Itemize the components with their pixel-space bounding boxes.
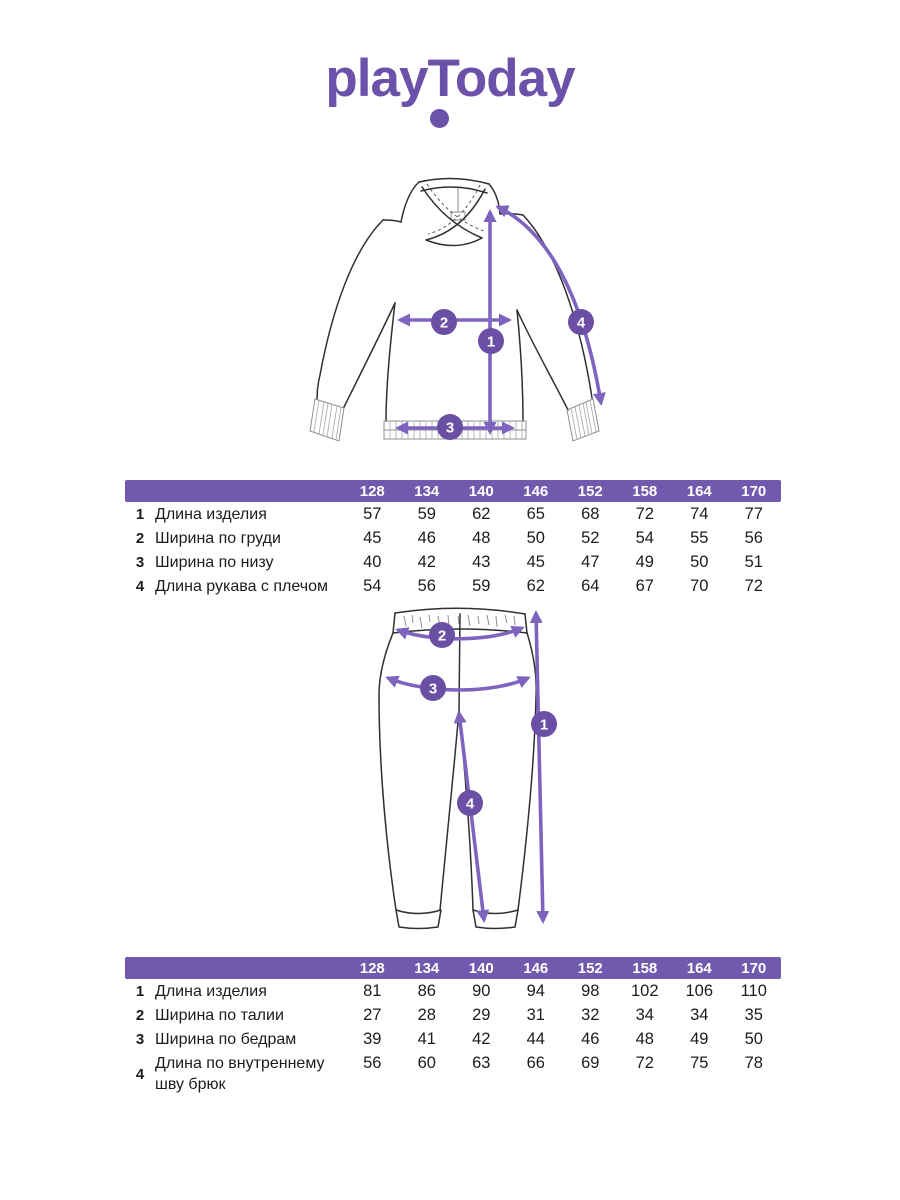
cell-value: 51 xyxy=(744,553,763,571)
cell-value: 41 xyxy=(417,1030,436,1048)
row-number: 3 xyxy=(135,554,145,571)
row-label: Ширина по бедрам xyxy=(155,1031,297,1048)
brand-logo-text: playToday xyxy=(325,49,575,108)
cell-value: 56 xyxy=(417,577,436,595)
cell-value: 62 xyxy=(472,505,491,523)
row-number: 4 xyxy=(135,578,145,595)
cell-value: 45 xyxy=(526,553,545,571)
cell-value: 72 xyxy=(744,577,763,595)
cell-value: 29 xyxy=(472,1006,491,1024)
cell-value: 60 xyxy=(417,1054,436,1072)
size-column-header: 146 xyxy=(523,482,549,500)
cell-value: 39 xyxy=(363,1030,382,1048)
size-column-header: 146 xyxy=(523,959,549,977)
table-row xyxy=(125,1051,781,1096)
cell-value: 31 xyxy=(526,1006,545,1024)
cell-value: 32 xyxy=(581,1006,600,1024)
row-number: 1 xyxy=(135,506,145,523)
size-column-header: 134 xyxy=(414,959,440,977)
row-label: Ширина по талии xyxy=(155,1007,284,1024)
row-number: 2 xyxy=(135,1007,145,1024)
cell-value: 46 xyxy=(581,1030,600,1048)
row-number: 1 xyxy=(135,983,145,1000)
cell-value: 54 xyxy=(635,529,654,547)
size-column-header: 170 xyxy=(741,482,767,500)
row-label: Ширина по груди xyxy=(155,530,281,547)
cell-value: 102 xyxy=(630,982,659,1000)
size-column-header: 164 xyxy=(686,482,712,500)
pants-measurement-diagram xyxy=(332,600,622,945)
cell-value: 78 xyxy=(744,1054,763,1072)
row-number: 2 xyxy=(135,530,145,547)
cell-value: 77 xyxy=(744,505,763,523)
row-label: Длина рукава с плечом xyxy=(155,578,328,595)
size-column-header: 164 xyxy=(686,959,712,977)
cell-value: 75 xyxy=(690,1054,709,1072)
cell-value: 55 xyxy=(690,529,709,547)
size-column-header: 140 xyxy=(468,959,494,977)
table-row xyxy=(125,1003,781,1027)
cell-value: 42 xyxy=(472,1030,491,1048)
cell-value: 67 xyxy=(635,577,654,595)
size-column-header: 128 xyxy=(359,959,385,977)
hoodie-outline xyxy=(310,178,599,441)
cell-value: 69 xyxy=(581,1054,600,1072)
cell-value: 42 xyxy=(417,553,436,571)
table-header-row xyxy=(125,480,781,502)
row-label: Длина изделия xyxy=(155,983,267,1000)
size-column-header: 158 xyxy=(632,482,658,500)
table-row xyxy=(125,526,781,550)
cell-value: 49 xyxy=(690,1030,709,1048)
pants-size-table xyxy=(125,957,781,1096)
cell-value: 106 xyxy=(685,982,714,1000)
pants-measure-arrows xyxy=(388,613,543,921)
cell-value: 74 xyxy=(690,505,709,523)
cell-value: 98 xyxy=(581,982,600,1000)
cell-value: 50 xyxy=(526,529,545,547)
hoodie-size-table xyxy=(125,480,781,598)
cell-value: 52 xyxy=(581,529,600,547)
pants-outline xyxy=(379,608,536,928)
cell-value: 94 xyxy=(526,982,545,1000)
cell-value: 45 xyxy=(363,529,382,547)
row-number: 4 xyxy=(135,1065,145,1083)
cell-value: 28 xyxy=(417,1006,436,1024)
table-header-row xyxy=(125,957,781,979)
row-label: Ширина по низу xyxy=(155,554,274,571)
marker-3-label: 3 xyxy=(445,419,455,437)
table-row xyxy=(125,979,781,1003)
cell-value: 62 xyxy=(526,577,545,595)
cell-value: 59 xyxy=(417,505,436,523)
row-number: 3 xyxy=(135,1031,145,1048)
cell-value: 50 xyxy=(744,1030,763,1048)
cell-value: 46 xyxy=(417,529,436,547)
brand-logo xyxy=(0,49,900,108)
marker-3-label: 3 xyxy=(428,680,438,698)
hoodie-measurement-diagram xyxy=(298,170,628,460)
cell-value: 48 xyxy=(472,529,491,547)
cell-value: 66 xyxy=(526,1054,545,1072)
cell-value: 90 xyxy=(472,982,491,1000)
cell-value: 44 xyxy=(526,1030,545,1048)
size-column-header: 158 xyxy=(632,959,658,977)
cell-value: 65 xyxy=(526,505,545,523)
size-column-header: 170 xyxy=(741,959,767,977)
cell-value: 86 xyxy=(417,982,436,1000)
marker-2-label: 2 xyxy=(439,314,449,332)
marker-1-label: 1 xyxy=(539,716,549,734)
table-row xyxy=(125,502,781,526)
cell-value: 27 xyxy=(363,1006,382,1024)
size-column-header: 134 xyxy=(414,482,440,500)
brand-logo-dot-icon xyxy=(430,109,449,128)
cell-value: 35 xyxy=(744,1006,763,1024)
table-row xyxy=(125,574,781,598)
cell-value: 81 xyxy=(363,982,382,1000)
cell-value: 110 xyxy=(740,982,767,1000)
size-column-header: 152 xyxy=(577,482,603,500)
row-label: Длина изделия xyxy=(155,506,267,523)
cell-value: 43 xyxy=(472,553,491,571)
marker-4-label: 4 xyxy=(576,314,586,332)
measure-arrow-hip xyxy=(388,678,528,690)
cell-value: 56 xyxy=(744,529,763,547)
hoodie-measure-markers xyxy=(431,309,594,440)
cell-value: 70 xyxy=(690,577,709,595)
cell-value: 56 xyxy=(363,1054,382,1072)
cell-value: 68 xyxy=(581,505,600,523)
table-row xyxy=(125,550,781,574)
cell-value: 54 xyxy=(363,577,382,595)
marker-4-label: 4 xyxy=(465,795,475,813)
cell-value: 48 xyxy=(635,1030,654,1048)
marker-2-label: 2 xyxy=(437,627,447,645)
cell-value: 40 xyxy=(363,553,382,571)
cell-value: 49 xyxy=(635,553,654,571)
size-column-header: 128 xyxy=(359,482,385,500)
measure-arrow-length xyxy=(536,613,543,921)
cell-value: 50 xyxy=(690,553,709,571)
marker-1-label: 1 xyxy=(486,333,496,351)
cell-value: 34 xyxy=(690,1006,709,1024)
cell-value: 34 xyxy=(635,1006,654,1024)
cell-value: 64 xyxy=(581,577,600,595)
row-label: Длина по внутреннему шву брюк xyxy=(155,1055,325,1093)
cell-value: 57 xyxy=(363,505,382,523)
cell-value: 47 xyxy=(581,553,600,571)
size-column-header: 152 xyxy=(577,959,603,977)
cell-value: 72 xyxy=(635,505,654,523)
cell-value: 59 xyxy=(472,577,491,595)
table-row xyxy=(125,1027,781,1051)
cell-value: 72 xyxy=(635,1054,654,1072)
size-column-header: 140 xyxy=(468,482,494,500)
cell-value: 63 xyxy=(472,1054,491,1072)
